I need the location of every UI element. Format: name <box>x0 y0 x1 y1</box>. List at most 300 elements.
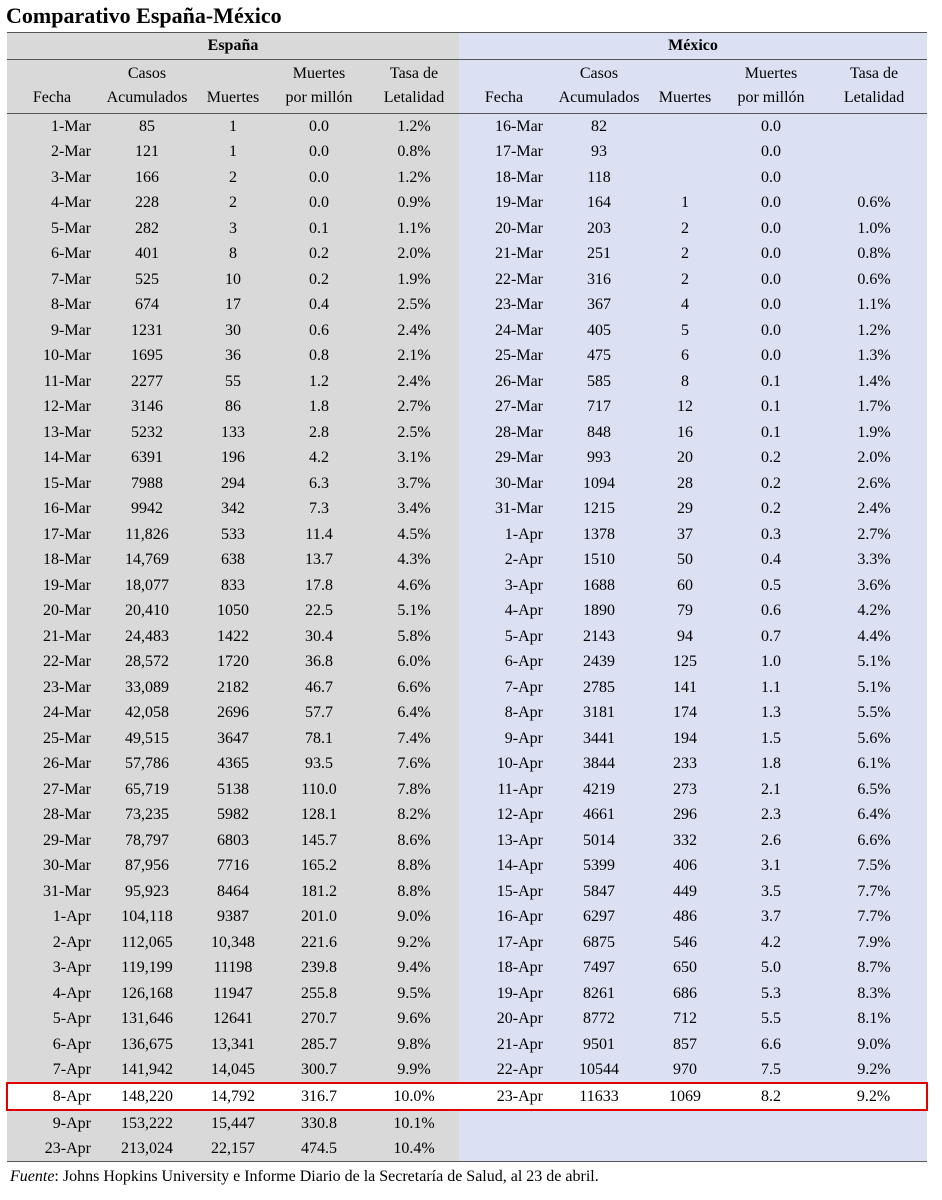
spain-cell-fecha: 9-Apr <box>7 1110 97 1136</box>
spain-cell-muertes: 11198 <box>197 955 269 981</box>
mexico-cell-casos: 82 <box>549 114 649 140</box>
mexico-cell-fecha: 25-Mar <box>459 343 549 369</box>
spain-cell-mpm: 0.1 <box>269 216 369 242</box>
spain-cell-casos: 49,515 <box>97 726 197 752</box>
spain-cell-fecha: 16-Mar <box>7 496 97 522</box>
spain-cell-mpm: 255.8 <box>269 981 369 1007</box>
spain-cell-fecha: 20-Mar <box>7 598 97 624</box>
spain-cell-muertes: 10,348 <box>197 930 269 956</box>
spain-cell-tasa: 9.0% <box>369 904 459 930</box>
spain-cell-mpm: 30.4 <box>269 624 369 650</box>
spain-cell-tasa: 7.6% <box>369 751 459 777</box>
mexico-cell-muertes: 194 <box>649 726 721 752</box>
table-row <box>7 930 927 956</box>
spain-cell-mpm: 165.2 <box>269 853 369 879</box>
spain-cell-fecha: 6-Apr <box>7 1032 97 1058</box>
mexico-cell-muertes: 174 <box>649 700 721 726</box>
mexico-cell-muertes <box>649 114 721 140</box>
spain-cell-tasa: 5.8% <box>369 624 459 650</box>
spain-cell-muertes: 1050 <box>197 598 269 624</box>
mexico-cell-tasa: 1.1% <box>821 292 927 318</box>
spain-cell-tasa: 9.5% <box>369 981 459 1007</box>
spain-cell-muertes: 8464 <box>197 879 269 905</box>
mexico-cell-fecha: 20-Apr <box>459 1006 549 1032</box>
mexico-cell-muertes: 296 <box>649 802 721 828</box>
table-row <box>7 700 927 726</box>
spain-cell-mpm: 145.7 <box>269 828 369 854</box>
spain-cell-casos: 228 <box>97 190 197 216</box>
spain-cell-mpm: 7.3 <box>269 496 369 522</box>
spain-cell-casos: 153,222 <box>97 1110 197 1136</box>
mexico-cell-fecha: 26-Mar <box>459 369 549 395</box>
mexico-cell-mpm: 0.0 <box>721 114 821 140</box>
spain-cell-muertes: 5982 <box>197 802 269 828</box>
mexico-cell-fecha: 31-Mar <box>459 496 549 522</box>
mexico-cell-casos: 2785 <box>549 675 649 701</box>
mexico-cell-casos: 9501 <box>549 1032 649 1058</box>
spain-cell-fecha: 1-Mar <box>7 114 97 140</box>
mexico-cell-mpm: 2.6 <box>721 828 821 854</box>
spain-cell-muertes: 6803 <box>197 828 269 854</box>
mexico-cell-muertes <box>649 1136 721 1162</box>
mexico-cell-fecha: 6-Apr <box>459 649 549 675</box>
table-row <box>7 853 927 879</box>
spain-cell-tasa: 1.2% <box>369 114 459 140</box>
mexico-cell-fecha: 8-Apr <box>459 700 549 726</box>
spain-cell-tasa: 5.1% <box>369 598 459 624</box>
mexico-cell-casos: 405 <box>549 318 649 344</box>
spain-cell-muertes: 533 <box>197 522 269 548</box>
spain-cell-casos: 141,942 <box>97 1057 197 1083</box>
source-text: : Johns Hopkins University e Informe Diario de la Secretaría de Salud, al 23 de abril. <box>54 1168 599 1185</box>
table-row <box>7 190 927 216</box>
spain-cell-tasa: 9.9% <box>369 1057 459 1083</box>
mexico-cell-casos: 993 <box>549 445 649 471</box>
mexico-cell-tasa: 5.1% <box>821 675 927 701</box>
mexico-cell-tasa: 9.2% <box>821 1057 927 1083</box>
spain-cell-mpm: 221.6 <box>269 930 369 956</box>
spain-header-muertes: Muertes <box>197 87 269 114</box>
spain-cell-fecha: 13-Mar <box>7 420 97 446</box>
spain-header-letalidad: Letalidad <box>369 87 459 114</box>
spain-header-fecha: Fecha <box>7 87 97 114</box>
spain-cell-muertes: 2 <box>197 190 269 216</box>
mexico-cell-fecha: 13-Apr <box>459 828 549 854</box>
spain-cell-tasa: 9.2% <box>369 930 459 956</box>
mexico-cell-fecha: 20-Mar <box>459 216 549 242</box>
mexico-cell-fecha: 22-Apr <box>459 1057 549 1083</box>
table-row <box>7 471 927 497</box>
spain-cell-mpm: 17.8 <box>269 573 369 599</box>
mexico-cell-tasa: 4.4% <box>821 624 927 650</box>
spain-header-casos: Casos <box>97 60 197 88</box>
mexico-cell-tasa: 1.0% <box>821 216 927 242</box>
spain-cell-fecha: 27-Mar <box>7 777 97 803</box>
mexico-cell-muertes: 60 <box>649 573 721 599</box>
mexico-cell-mpm: 3.1 <box>721 853 821 879</box>
mexico-cell-casos: 5014 <box>549 828 649 854</box>
mexico-cell-fecha: 11-Apr <box>459 777 549 803</box>
spain-cell-fecha: 30-Mar <box>7 853 97 879</box>
spain-cell-muertes: 294 <box>197 471 269 497</box>
mexico-cell-tasa: 0.8% <box>821 241 927 267</box>
spain-cell-tasa: 3.4% <box>369 496 459 522</box>
spain-cell-muertes: 13,341 <box>197 1032 269 1058</box>
spain-cell-tasa: 1.2% <box>369 165 459 191</box>
mexico-cell-tasa <box>821 114 927 140</box>
mexico-cell-muertes: 12 <box>649 394 721 420</box>
mexico-cell-casos: 93 <box>549 139 649 165</box>
mexico-cell-muertes: 1 <box>649 190 721 216</box>
mexico-cell-tasa: 6.4% <box>821 802 927 828</box>
spain-cell-mpm: 330.8 <box>269 1110 369 1136</box>
mexico-cell-mpm: 0.0 <box>721 292 821 318</box>
spain-cell-tasa: 0.9% <box>369 190 459 216</box>
mexico-cell-fecha: 17-Mar <box>459 139 549 165</box>
spain-cell-fecha: 23-Apr <box>7 1136 97 1162</box>
spain-cell-mpm: 0.6 <box>269 318 369 344</box>
table-row <box>7 522 927 548</box>
mexico-cell-tasa: 2.7% <box>821 522 927 548</box>
spain-cell-mpm: 181.2 <box>269 879 369 905</box>
mexico-cell-fecha: 18-Mar <box>459 165 549 191</box>
table-row <box>7 139 927 165</box>
mexico-cell-fecha <box>459 1136 549 1162</box>
spain-cell-tasa: 3.7% <box>369 471 459 497</box>
spain-cell-muertes: 9387 <box>197 904 269 930</box>
spain-cell-muertes: 3 <box>197 216 269 242</box>
spain-cell-fecha: 3-Mar <box>7 165 97 191</box>
mexico-cell-fecha: 15-Apr <box>459 879 549 905</box>
mexico-cell-muertes: 94 <box>649 624 721 650</box>
mexico-cell-tasa: 7.7% <box>821 904 927 930</box>
mexico-cell-mpm <box>721 1136 821 1162</box>
spain-cell-casos: 2277 <box>97 369 197 395</box>
table-row <box>7 777 927 803</box>
mexico-cell-fecha: 30-Mar <box>459 471 549 497</box>
mexico-cell-casos: 1094 <box>549 471 649 497</box>
mexico-cell-casos: 2439 <box>549 649 649 675</box>
mexico-cell-mpm: 0.2 <box>721 445 821 471</box>
mexico-cell-casos: 2143 <box>549 624 649 650</box>
spain-cell-casos: 126,168 <box>97 981 197 1007</box>
spain-cell-mpm: 285.7 <box>269 1032 369 1058</box>
spain-cell-fecha: 10-Mar <box>7 343 97 369</box>
mexico-cell-muertes: 6 <box>649 343 721 369</box>
mexico-group-header: México <box>459 33 927 60</box>
mexico-header-muertes-pm: Muertes <box>721 60 821 88</box>
mexico-cell-muertes: 4 <box>649 292 721 318</box>
spain-cell-mpm: 0.0 <box>269 165 369 191</box>
spain-cell-mpm: 0.0 <box>269 190 369 216</box>
mexico-cell-muertes: 650 <box>649 955 721 981</box>
table-row <box>7 879 927 905</box>
spain-cell-muertes: 196 <box>197 445 269 471</box>
mexico-cell-casos: 316 <box>549 267 649 293</box>
spain-cell-fecha: 7-Apr <box>7 1057 97 1083</box>
spain-cell-muertes: 1422 <box>197 624 269 650</box>
mexico-cell-tasa: 8.7% <box>821 955 927 981</box>
spain-cell-tasa: 7.4% <box>369 726 459 752</box>
spain-cell-mpm: 2.8 <box>269 420 369 446</box>
table-row <box>7 1110 927 1136</box>
mexico-cell-casos: 10544 <box>549 1057 649 1083</box>
spain-cell-tasa: 2.1% <box>369 343 459 369</box>
mexico-cell-tasa: 1.2% <box>821 318 927 344</box>
spain-cell-casos: 3146 <box>97 394 197 420</box>
spain-cell-mpm: 270.7 <box>269 1006 369 1032</box>
mexico-cell-mpm: 1.8 <box>721 751 821 777</box>
mexico-cell-tasa: 3.3% <box>821 547 927 573</box>
mexico-cell-muertes: 8 <box>649 369 721 395</box>
mexico-cell-fecha: 21-Apr <box>459 1032 549 1058</box>
mexico-cell-mpm: 0.7 <box>721 624 821 650</box>
spain-cell-casos: 95,923 <box>97 879 197 905</box>
spain-cell-muertes: 833 <box>197 573 269 599</box>
table-row <box>7 1006 927 1032</box>
spain-cell-mpm: 1.8 <box>269 394 369 420</box>
spain-cell-casos: 78,797 <box>97 828 197 854</box>
mexico-cell-casos: 1510 <box>549 547 649 573</box>
mexico-header-fecha: Fecha <box>459 87 549 114</box>
spain-cell-tasa: 9.6% <box>369 1006 459 1032</box>
mexico-cell-fecha: 28-Mar <box>459 420 549 446</box>
spain-cell-muertes: 2 <box>197 165 269 191</box>
source-note <box>10 1168 599 1186</box>
spain-cell-mpm: 11.4 <box>269 522 369 548</box>
spain-cell-fecha: 26-Mar <box>7 751 97 777</box>
mexico-cell-mpm: 0.4 <box>721 547 821 573</box>
spain-cell-mpm: 239.8 <box>269 955 369 981</box>
spain-cell-muertes: 1720 <box>197 649 269 675</box>
mexico-cell-mpm: 8.2 <box>721 1083 821 1110</box>
spain-cell-casos: 166 <box>97 165 197 191</box>
mexico-cell-mpm: 0.6 <box>721 598 821 624</box>
spain-cell-tasa: 2.5% <box>369 292 459 318</box>
mexico-cell-muertes: 486 <box>649 904 721 930</box>
source-label: Fuente <box>10 1168 55 1185</box>
spain-cell-casos: 1231 <box>97 318 197 344</box>
mexico-cell-fecha: 23-Mar <box>459 292 549 318</box>
spain-cell-tasa: 8.2% <box>369 802 459 828</box>
spain-cell-tasa: 10.0% <box>369 1083 459 1110</box>
spain-cell-fecha: 11-Mar <box>7 369 97 395</box>
spain-cell-casos: 112,065 <box>97 930 197 956</box>
mexico-cell-muertes: 29 <box>649 496 721 522</box>
mexico-cell-tasa <box>821 139 927 165</box>
mexico-cell-mpm: 2.3 <box>721 802 821 828</box>
mexico-cell-muertes: 686 <box>649 981 721 1007</box>
spain-cell-muertes: 10 <box>197 267 269 293</box>
spain-cell-tasa: 2.4% <box>369 369 459 395</box>
spain-cell-mpm: 110.0 <box>269 777 369 803</box>
spain-cell-mpm: 13.7 <box>269 547 369 573</box>
spain-cell-muertes: 30 <box>197 318 269 344</box>
spain-cell-fecha: 31-Mar <box>7 879 97 905</box>
spain-cell-muertes: 4365 <box>197 751 269 777</box>
mexico-cell-mpm <box>721 1110 821 1136</box>
table-row <box>7 1083 927 1110</box>
table-row <box>7 955 927 981</box>
table-row <box>7 802 927 828</box>
spain-cell-fecha: 4-Apr <box>7 981 97 1007</box>
table-row <box>7 1136 927 1162</box>
mexico-cell-fecha: 22-Mar <box>459 267 549 293</box>
table-body <box>7 114 927 1162</box>
spain-cell-casos: 148,220 <box>97 1083 197 1110</box>
mexico-cell-fecha: 14-Apr <box>459 853 549 879</box>
mexico-cell-mpm: 0.0 <box>721 139 821 165</box>
spain-cell-tasa: 6.6% <box>369 675 459 701</box>
mexico-cell-casos <box>549 1136 649 1162</box>
mexico-cell-tasa: 5.1% <box>821 649 927 675</box>
mexico-cell-tasa: 2.0% <box>821 445 927 471</box>
mexico-cell-casos: 1688 <box>549 573 649 599</box>
mexico-cell-muertes: 28 <box>649 471 721 497</box>
mexico-header-letalidad: Letalidad <box>821 87 927 114</box>
mexico-cell-tasa: 6.5% <box>821 777 927 803</box>
mexico-cell-fecha: 10-Apr <box>459 751 549 777</box>
spain-cell-tasa: 8.8% <box>369 879 459 905</box>
table-row <box>7 318 927 344</box>
mexico-cell-muertes: 16 <box>649 420 721 446</box>
mexico-cell-tasa: 3.6% <box>821 573 927 599</box>
spain-cell-mpm: 128.1 <box>269 802 369 828</box>
mexico-cell-mpm: 0.0 <box>721 165 821 191</box>
spain-cell-casos: 28,572 <box>97 649 197 675</box>
spain-cell-mpm: 0.2 <box>269 241 369 267</box>
mexico-cell-fecha: 7-Apr <box>459 675 549 701</box>
spain-group-header: España <box>7 33 459 60</box>
spain-cell-tasa: 6.0% <box>369 649 459 675</box>
mexico-cell-fecha: 12-Apr <box>459 802 549 828</box>
spain-cell-fecha: 19-Mar <box>7 573 97 599</box>
mexico-cell-fecha: 17-Apr <box>459 930 549 956</box>
spain-cell-fecha: 12-Mar <box>7 394 97 420</box>
mexico-cell-mpm: 7.5 <box>721 1057 821 1083</box>
spain-cell-mpm: 6.3 <box>269 471 369 497</box>
mexico-cell-casos: 848 <box>549 420 649 446</box>
spain-cell-casos: 73,235 <box>97 802 197 828</box>
mexico-cell-casos <box>549 1110 649 1136</box>
spain-cell-fecha: 22-Mar <box>7 649 97 675</box>
table-row <box>7 573 927 599</box>
spain-cell-muertes: 2182 <box>197 675 269 701</box>
mexico-cell-muertes: 233 <box>649 751 721 777</box>
spain-cell-muertes: 55 <box>197 369 269 395</box>
spain-cell-casos: 121 <box>97 139 197 165</box>
spain-cell-mpm: 57.7 <box>269 700 369 726</box>
mexico-cell-fecha: 9-Apr <box>459 726 549 752</box>
mexico-cell-tasa <box>821 1110 927 1136</box>
spain-cell-mpm: 316.7 <box>269 1083 369 1110</box>
mexico-cell-mpm: 0.2 <box>721 471 821 497</box>
mexico-cell-casos: 164 <box>549 190 649 216</box>
spain-cell-fecha: 3-Apr <box>7 955 97 981</box>
table-row <box>7 598 927 624</box>
spain-cell-casos: 136,675 <box>97 1032 197 1058</box>
mexico-cell-casos: 1378 <box>549 522 649 548</box>
mexico-cell-mpm: 0.0 <box>721 216 821 242</box>
mexico-cell-casos: 3181 <box>549 700 649 726</box>
spain-cell-fecha: 8-Mar <box>7 292 97 318</box>
mexico-cell-mpm: 0.5 <box>721 573 821 599</box>
table-row <box>7 394 927 420</box>
mexico-cell-mpm: 1.1 <box>721 675 821 701</box>
spain-header-tasa: Tasa de <box>369 60 459 88</box>
mexico-cell-casos: 475 <box>549 343 649 369</box>
table-row <box>7 267 927 293</box>
mexico-cell-tasa: 8.3% <box>821 981 927 1007</box>
spain-cell-tasa: 10.4% <box>369 1136 459 1162</box>
spain-cell-fecha: 6-Mar <box>7 241 97 267</box>
mexico-cell-tasa: 2.6% <box>821 471 927 497</box>
spain-cell-muertes: 342 <box>197 496 269 522</box>
spain-cell-mpm: 300.7 <box>269 1057 369 1083</box>
mexico-cell-casos: 7497 <box>549 955 649 981</box>
mexico-header-acumulados: Acumulados <box>549 87 649 114</box>
mexico-cell-casos: 118 <box>549 165 649 191</box>
spain-cell-fecha: 5-Apr <box>7 1006 97 1032</box>
mexico-cell-casos: 6297 <box>549 904 649 930</box>
table-row <box>7 649 927 675</box>
spain-cell-tasa: 4.3% <box>369 547 459 573</box>
mexico-cell-fecha: 18-Apr <box>459 955 549 981</box>
mexico-header-casos: Casos <box>549 60 649 88</box>
spain-cell-casos: 131,646 <box>97 1006 197 1032</box>
mexico-cell-tasa: 7.7% <box>821 879 927 905</box>
mexico-cell-muertes: 332 <box>649 828 721 854</box>
table-row <box>7 547 927 573</box>
table-row <box>7 624 927 650</box>
spain-cell-fecha: 1-Apr <box>7 904 97 930</box>
mexico-cell-casos: 4219 <box>549 777 649 803</box>
mexico-cell-fecha: 19-Apr <box>459 981 549 1007</box>
mexico-cell-mpm: 0.0 <box>721 343 821 369</box>
spain-cell-tasa: 2.4% <box>369 318 459 344</box>
table-row <box>7 216 927 242</box>
mexico-cell-mpm: 0.0 <box>721 190 821 216</box>
spain-cell-tasa: 8.8% <box>369 853 459 879</box>
table-row <box>7 828 927 854</box>
mexico-cell-mpm: 1.5 <box>721 726 821 752</box>
mexico-cell-fecha <box>459 1110 549 1136</box>
mexico-cell-tasa: 1.9% <box>821 420 927 446</box>
mexico-cell-mpm: 0.0 <box>721 267 821 293</box>
mexico-cell-muertes: 2 <box>649 216 721 242</box>
mexico-cell-muertes: 857 <box>649 1032 721 1058</box>
spain-cell-mpm: 46.7 <box>269 675 369 701</box>
spain-cell-casos: 33,089 <box>97 675 197 701</box>
spain-cell-mpm: 22.5 <box>269 598 369 624</box>
spain-cell-muertes: 86 <box>197 394 269 420</box>
spain-cell-muertes: 2696 <box>197 700 269 726</box>
mexico-cell-casos: 5847 <box>549 879 649 905</box>
spain-cell-fecha: 21-Mar <box>7 624 97 650</box>
mexico-cell-mpm: 1.3 <box>721 700 821 726</box>
spain-cell-tasa: 2.7% <box>369 394 459 420</box>
spain-cell-tasa: 3.1% <box>369 445 459 471</box>
spain-cell-casos: 5232 <box>97 420 197 446</box>
spain-cell-casos: 1695 <box>97 343 197 369</box>
spain-cell-tasa: 9.4% <box>369 955 459 981</box>
mexico-cell-muertes <box>649 139 721 165</box>
mexico-cell-fecha: 2-Apr <box>459 547 549 573</box>
spain-cell-mpm: 0.2 <box>269 267 369 293</box>
spain-cell-tasa: 1.9% <box>369 267 459 293</box>
spain-cell-muertes: 22,157 <box>197 1136 269 1162</box>
mexico-cell-casos: 367 <box>549 292 649 318</box>
